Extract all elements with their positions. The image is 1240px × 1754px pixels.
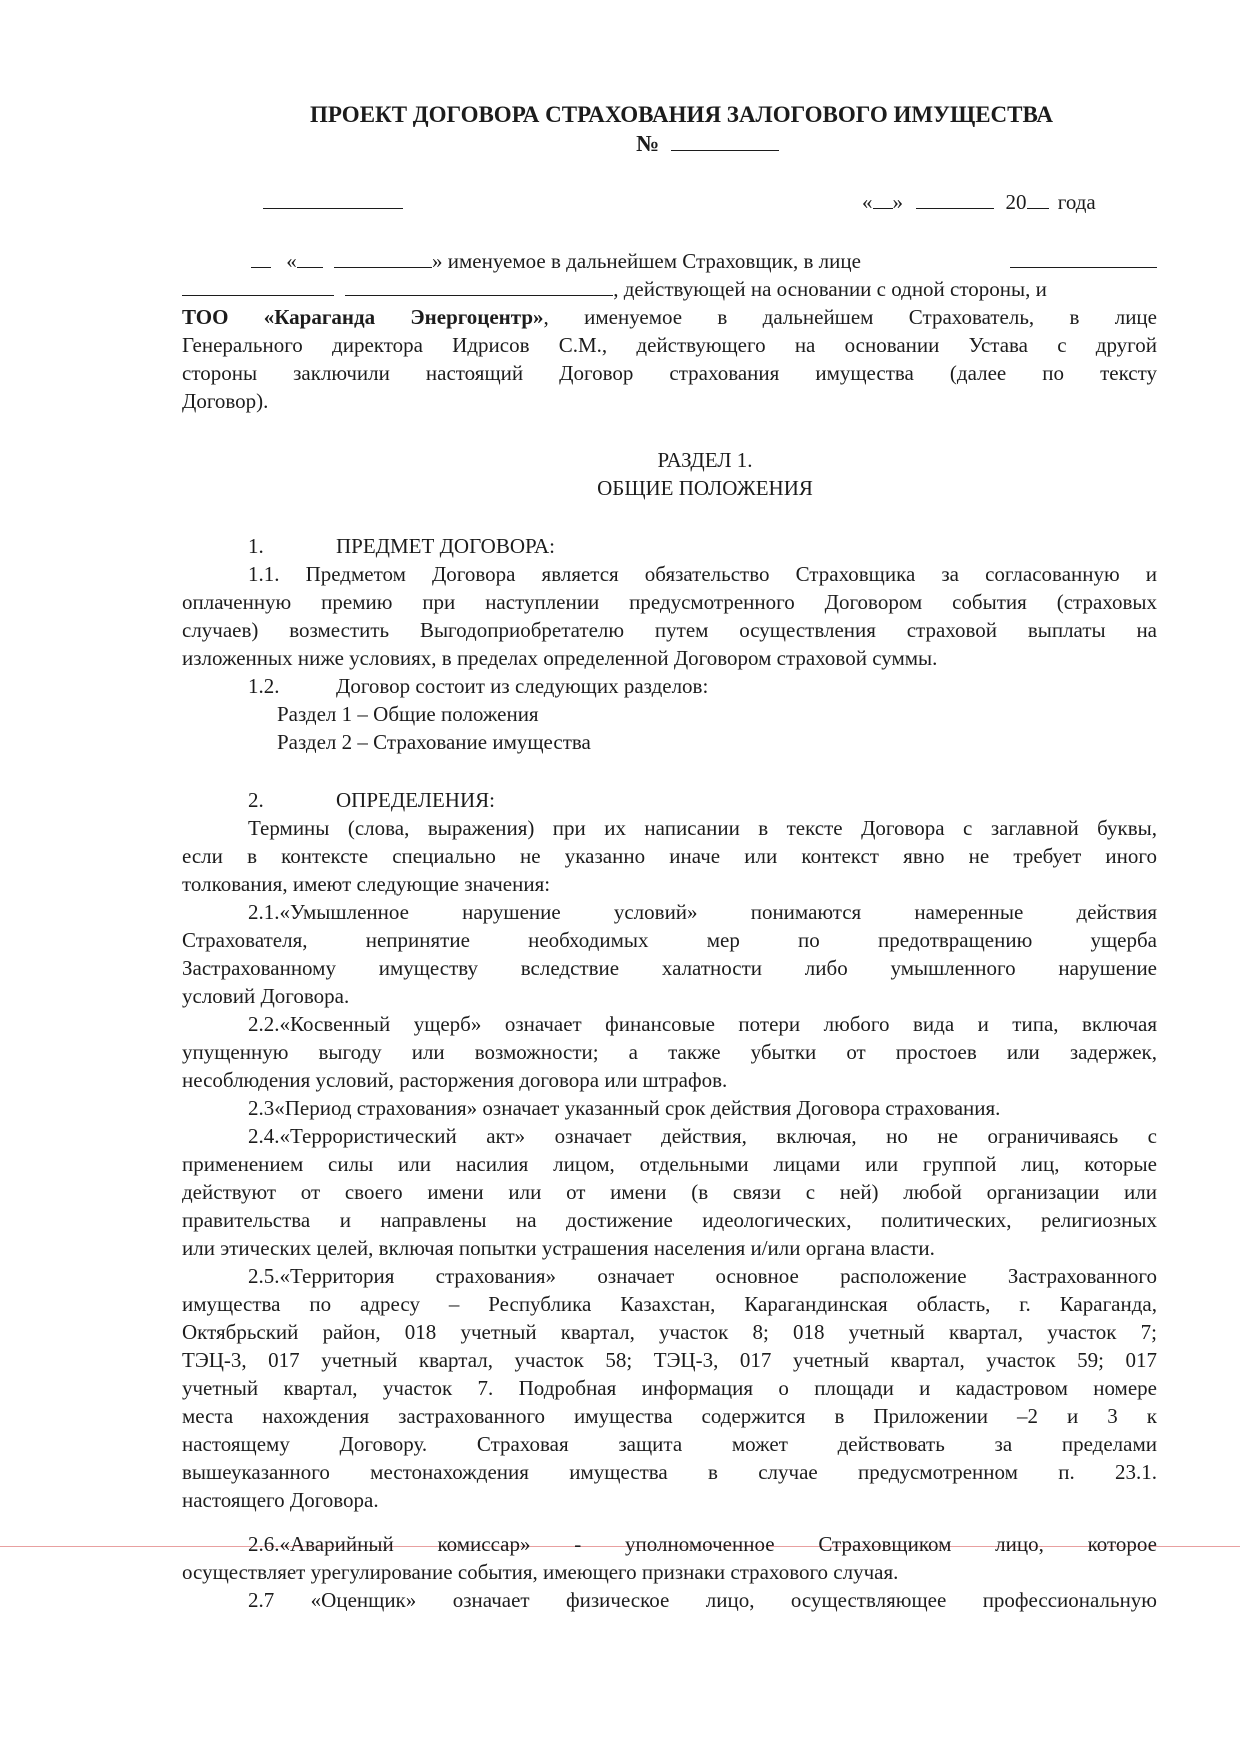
subject-p2-number: 1.2. [248, 674, 280, 698]
insurer-blank-2 [334, 247, 432, 268]
definition-2-1-line4: условий Договора. [182, 984, 350, 1008]
definition-2-2-line1: 2.2.«Косвенный ущерб» означает финансовые потери любого вида и типа, включая [248, 1012, 1157, 1036]
definitions-intro-line3: толкования, имеют следующие значения: [182, 872, 551, 896]
year-prefix: 20 [1005, 190, 1027, 214]
subject-p1-line3: случаев) возместить Выгодоприобретателю путем осуществления страховой выплаты на [182, 618, 1157, 642]
definition-2-7-line1: 2.7 «Оценщик» означает физическое лицо, осуществляющее профессиональную [248, 1588, 1157, 1612]
parties-line-3 [182, 303, 1157, 331]
definitions-number: 2. [248, 788, 264, 812]
parties-line-5: стороны заключили настоящий Договор страхования имущества (далее по тексту [182, 361, 1157, 385]
parties-line-2 [182, 275, 1047, 303]
definition-2-1-line1: 2.1.«Умышленное нарушение условий» понимаются намеренные действия [248, 900, 1157, 924]
insurer-prefix-blank [251, 247, 271, 268]
definition-2-4-line4: правительства и направлены на достижение идеологических, политических, религиозных [182, 1208, 1157, 1232]
date-quote-close: » [892, 190, 903, 214]
company-name: ТОО «Караганда Энергоцентр» [182, 305, 544, 329]
definition-2-5-line2: имущества по адресу – Республика Казахстан, Карагандинская область, г. Караганда, [182, 1292, 1157, 1316]
definition-2-1-line3: Застрахованному имуществу вследствие халатности либо умышленного нарушение [182, 956, 1157, 980]
quote-open: « [286, 249, 297, 273]
section-heading: РАЗДЕЛ 1. [657, 448, 753, 472]
definition-2-2-line2: упущенную выгоду или возможности; а также убытки от простоев или задержек, [182, 1040, 1157, 1064]
contract-part-1: Раздел 1 – Общие положения [277, 702, 539, 726]
place-blank [263, 188, 403, 209]
basis-blank-2 [345, 275, 613, 296]
subject-number: 1. [248, 534, 264, 558]
company-rest: , именуемое в дальнейшем Страхователь, в лице [543, 305, 1157, 329]
year-suffix: года [1057, 190, 1096, 214]
definition-2-6-line2: осуществляет урегулирование события, имеющего признаки страхового случая. [182, 1560, 899, 1584]
definition-2-5-line5: учетный квартал, участок 7. Подробная информация о площади и кадастровом номере [182, 1376, 1157, 1400]
day-blank [873, 188, 893, 209]
definition-2-4-line2: применением силы или насилия лицом, отдельными лицами или группой лиц, которые [182, 1152, 1157, 1176]
definition-2-5-line3: Октябрьский район, 018 учетный квартал, участок 8; 018 учетный квартал, участок 7; [182, 1320, 1157, 1344]
date-quote-open: « [862, 190, 873, 214]
section-subheading: ОБЩИЕ ПОЛОЖЕНИЯ [597, 476, 813, 500]
definition-2-5-line7: настоящему Договору. Страховая защита может действовать за пределами [182, 1432, 1157, 1456]
place-blank-line [263, 188, 403, 216]
subject-p1-line4: изложенных ниже условиях, в пределах определенной Договором страховой суммы. [182, 646, 938, 670]
definition-2-4-line3: действуют от своего имени или от имени (в связи с ней) любой организации или [182, 1180, 1157, 1204]
contract-part-2: Раздел 2 – Страхование имущества [277, 730, 591, 754]
definition-2-4-line1: 2.4.«Террористический акт» означает действия, включая, но не ограничиваясь с [248, 1124, 1157, 1148]
definition-2-5-line9: настоящего Договора. [182, 1488, 379, 1512]
definition-2-5-line8: вышеуказанного местонахождения имущества в случае предусмотренном п. 23.1. [182, 1460, 1157, 1484]
definition-2-6-line1: 2.6.«Аварийный комиссар» - уполномоченное Страховщиком лицо, которое [248, 1532, 1157, 1556]
year-blank [1027, 188, 1049, 209]
definitions-intro-line2: если в контексте специально не указанно иначе или контекст явно не требует иного [182, 844, 1157, 868]
subject-p1-line2: оплаченную премию при наступлении предусмотренного Договором события (страховых [182, 590, 1157, 614]
definition-2-5-line1: 2.5.«Территория страхования» означает основное расположение Застрахованного [248, 1264, 1157, 1288]
definition-2-5-line4: ТЭЦ-3, 017 учетный квартал, участок 58; ТЭЦ-3, 017 учетный квартал, участок 59; 017 [182, 1348, 1157, 1372]
document-title: ПРОЕКТ ДОГОВОРА СТРАХОВАНИЯ ЗАЛОГОВОГО ИМУЩЕСТВА [310, 102, 1053, 127]
date-line [862, 188, 1096, 216]
insurer-text: » именуемое в дальнейшем Страховщик, в лице [432, 249, 861, 273]
subject-p2-text: Договор состоит из следующих разделов: [336, 674, 709, 698]
number-blank [671, 130, 779, 151]
parties-line-1 [251, 247, 861, 275]
subject-p1-line1: 1.1. Предметом Договора является обязательство Страховщика за согласованную и [248, 562, 1157, 586]
definition-2-4-line5: или этических целей, включая попытки устрашения населения и/или органа власти. [182, 1236, 935, 1260]
definition-2-1-line2: Страхователя, непринятие необходимых мер по предотвращению ущерба [182, 928, 1157, 952]
definitions-heading: ОПРЕДЕЛЕНИЯ: [336, 788, 495, 812]
definitions-intro-line1: Термины (слова, выражения) при их написании в тексте Договора с заглавной буквы, [248, 816, 1157, 840]
definition-2-2-line3: несоблюдения условий, расторжения договора или штрафов. [182, 1068, 728, 1092]
definition-2-5-line6: места нахождения застрахованного имущества содержится в Приложении –2 и 3 к [182, 1404, 1157, 1428]
parties-line-6: Договор). [182, 389, 269, 413]
parties-line-4: Генерального директора Идрисов С.М., действующего на основании Устава с другой [182, 333, 1157, 357]
definition-2-3-line1: 2.3«Период страхования» означает указанный срок действия Договора страхования. [248, 1096, 1001, 1120]
contract-number [636, 130, 779, 158]
subject-heading: ПРЕДМЕТ ДОГОВОРА: [336, 534, 556, 558]
month-blank [916, 188, 994, 209]
insurer-blank-1 [297, 247, 323, 268]
representative-blank-line [1010, 247, 1157, 275]
representative-blank [1010, 247, 1157, 268]
number-label: № [636, 131, 660, 156]
parties-line-2-text: , действующей на основании с одной стороны, и [613, 277, 1047, 301]
basis-blank-1 [182, 275, 334, 296]
